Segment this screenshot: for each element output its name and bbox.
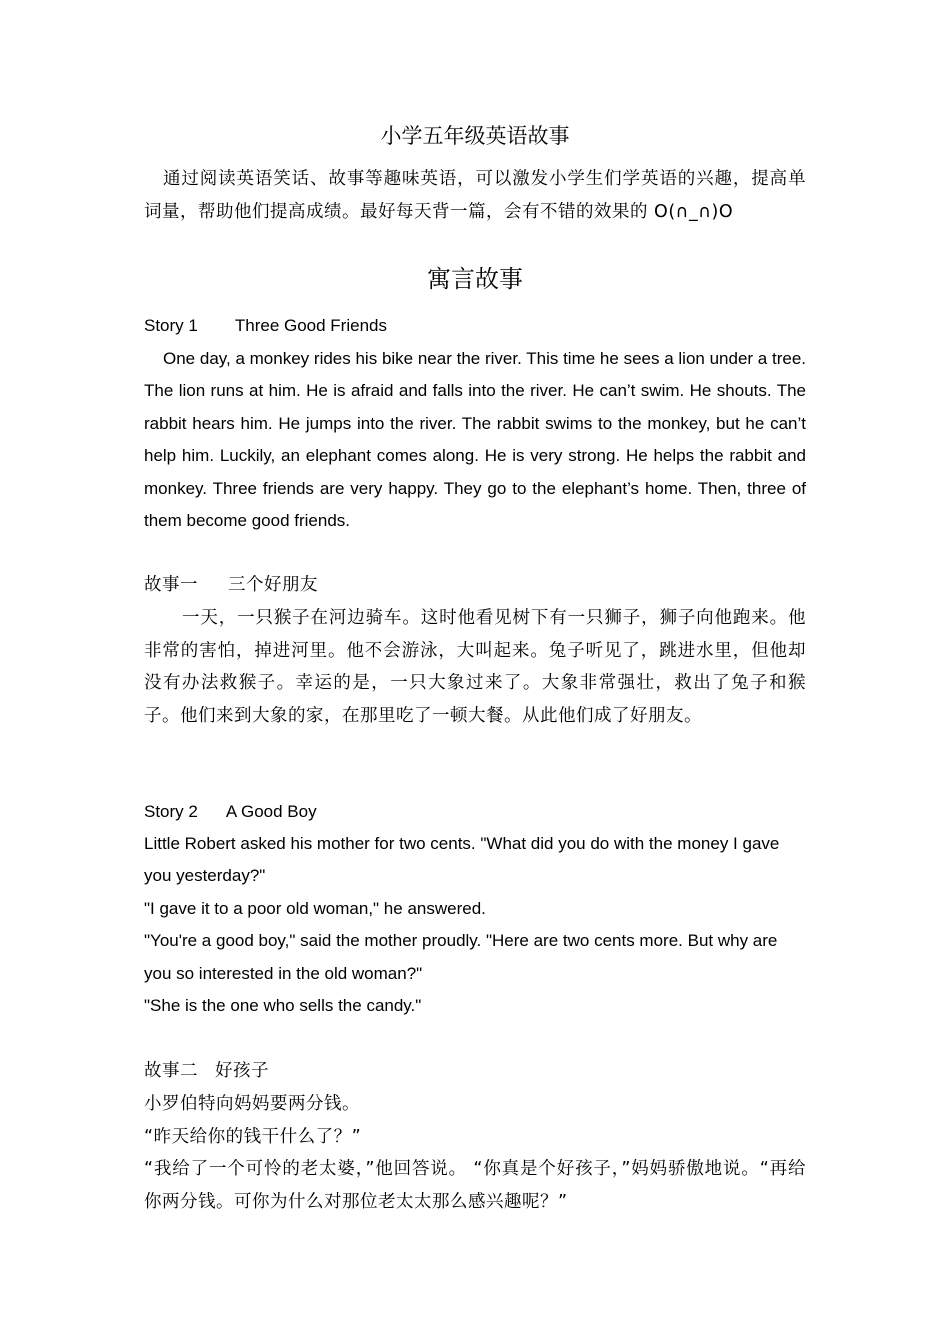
story-2-line: "She is the one who sells the candy." — [144, 996, 422, 1016]
story-2-number: Story 2 — [144, 802, 198, 821]
section-title: 寓言故事 — [427, 265, 523, 293]
story-2-text — [144, 828, 806, 1022]
story-1-cn-number: 故事一 — [144, 575, 198, 595]
story-2-cn-number: 故事二 — [144, 1061, 198, 1081]
page-title: 小学五年级英语故事 — [380, 124, 570, 148]
story-2-line: Little Robert asked his mother for two cents. "What did you do with the money I gave you yesterday?" — [144, 834, 780, 886]
story-1-heading — [144, 310, 806, 342]
story-2-heading — [144, 796, 806, 828]
story-2-line: "You're a good boy," said the mother proudly. "Here are two cents more. But why are you so interested in the old woman?" — [144, 931, 778, 983]
story-2-cn-heading — [144, 1055, 806, 1088]
story-1-title: Three Good Friends — [234, 316, 387, 335]
story-1-text: One day, a monkey rides his bike near the river. This time he sees a lion under a tree. The lion runs at him. He is afraid and falls into the river. He can’t swim. He shouts. The rabbit hears him. He jumps into the river. The rabbit swims to the monkey, but he can’t help him. Luckily, an elephant comes along. He is very strong. He helps the rabbit and monkey. Three friends are very happy. They go to the elephant’s home. Then, three of them become good friends. — [144, 349, 806, 531]
story-1-number: Story 1 — [144, 316, 198, 335]
intro-paragraph: 通过阅读英语笑话、故事等趣味英语，可以激发小学生们学英语的兴趣，提高单词量，帮助他们提高成绩。最好每天背一篇，会有不错的效果的 O(∩_∩)O — [144, 169, 806, 222]
story-2-cn-line: “我给了一个可怜的老太婆，”他回答说。 “你真是个好孩子，”妈妈骄傲地说。“再给你两分钱。可你为什么对那位老太太那么感兴趣呢？” — [144, 1159, 806, 1212]
story-2-cn-line: “昨天给你的钱干什么了？” — [144, 1126, 362, 1147]
story-2-cn-title: 好孩子 — [215, 1061, 269, 1081]
story-2-line: "I gave it to a poor old woman," he answered. — [144, 898, 486, 918]
story-1-cn-title: 三个好朋友 — [228, 575, 318, 595]
story-1-cn-text: 一天，一只猴子在河边骑车。这时他看见树下有一只狮子，狮子向他跑来。他非常的害怕，掉进河里。他不会游泳，大叫起来。兔子听见了，跳进水里，但他却没有办法救猴子。幸运的是，一只大象过来了。大象非常强壮，救出了兔子和猴子。他们来到大象的家，在那里吃了一顿大餐。从此他们成了好朋友。 — [144, 608, 806, 726]
story-2-title: A Good Boy — [225, 802, 317, 821]
story-2-cn-line: 小罗伯特向妈妈要两分钱。 — [144, 1094, 360, 1114]
story-1-cn-heading — [144, 569, 806, 602]
story-2-cn-text — [144, 1088, 806, 1218]
